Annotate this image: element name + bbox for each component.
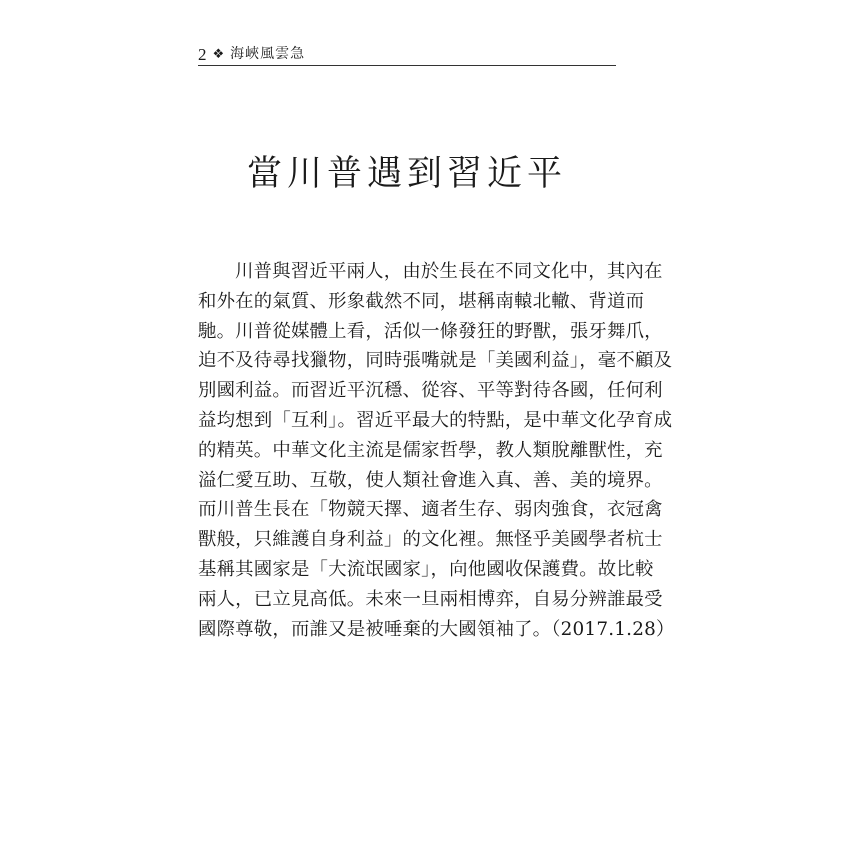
body-line: 的精英。中華文化主流是儒家哲學，教人類脫離獸性，充 xyxy=(198,439,663,461)
running-header xyxy=(198,40,616,66)
body-line: 別國利益。而習近平沉穩、從容、平等對待各國，任何利 xyxy=(198,380,663,402)
body-line: 兩人，已立見高低。未來一旦兩相博弈，自易分辨誰最受 xyxy=(198,588,663,610)
book-title: 海峽風雲急 xyxy=(230,46,306,62)
body-line: 獸般，只維護自身利益」的文化裡。無怪乎美國學者杭士 xyxy=(198,529,663,551)
body-paragraph xyxy=(198,257,675,644)
chapter-title: 當川普遇到習近平 xyxy=(246,154,567,194)
body-line: 川普與習近平兩人，由於生長在不同文化中，其內在 xyxy=(235,261,663,282)
body-line: 基稱其國家是「大流氓國家」，向他國收保護費。故比較 xyxy=(198,558,654,580)
body-line: 馳。川普從媒體上看，活似一條發狂的野獸，張牙舞爪， xyxy=(198,320,663,342)
ornament-icon: ❖ xyxy=(212,47,225,62)
body-line: 迫不及待尋找獵物，同時張嘴就是「美國利益」，毫不顧及 xyxy=(198,350,673,372)
body-line: 溢仁愛互助、互敬，使人類社會進入真、善、美的境界。 xyxy=(198,469,663,491)
body-line: 而川普生長在「物競天擇、適者生存、弱肉強食，衣冠禽 xyxy=(198,499,663,521)
body-line: 國際尊敬，而誰又是被唾棄的大國領袖了。（2017.1.28） xyxy=(198,618,675,640)
body-line: 益均想到「互利」。習近平最大的特點，是中華文化孕育成 xyxy=(198,409,673,431)
page-number: 2 xyxy=(198,45,207,64)
body-line: 和外在的氣質、形象截然不同，堪稱南轅北轍、背道而 xyxy=(198,290,645,312)
